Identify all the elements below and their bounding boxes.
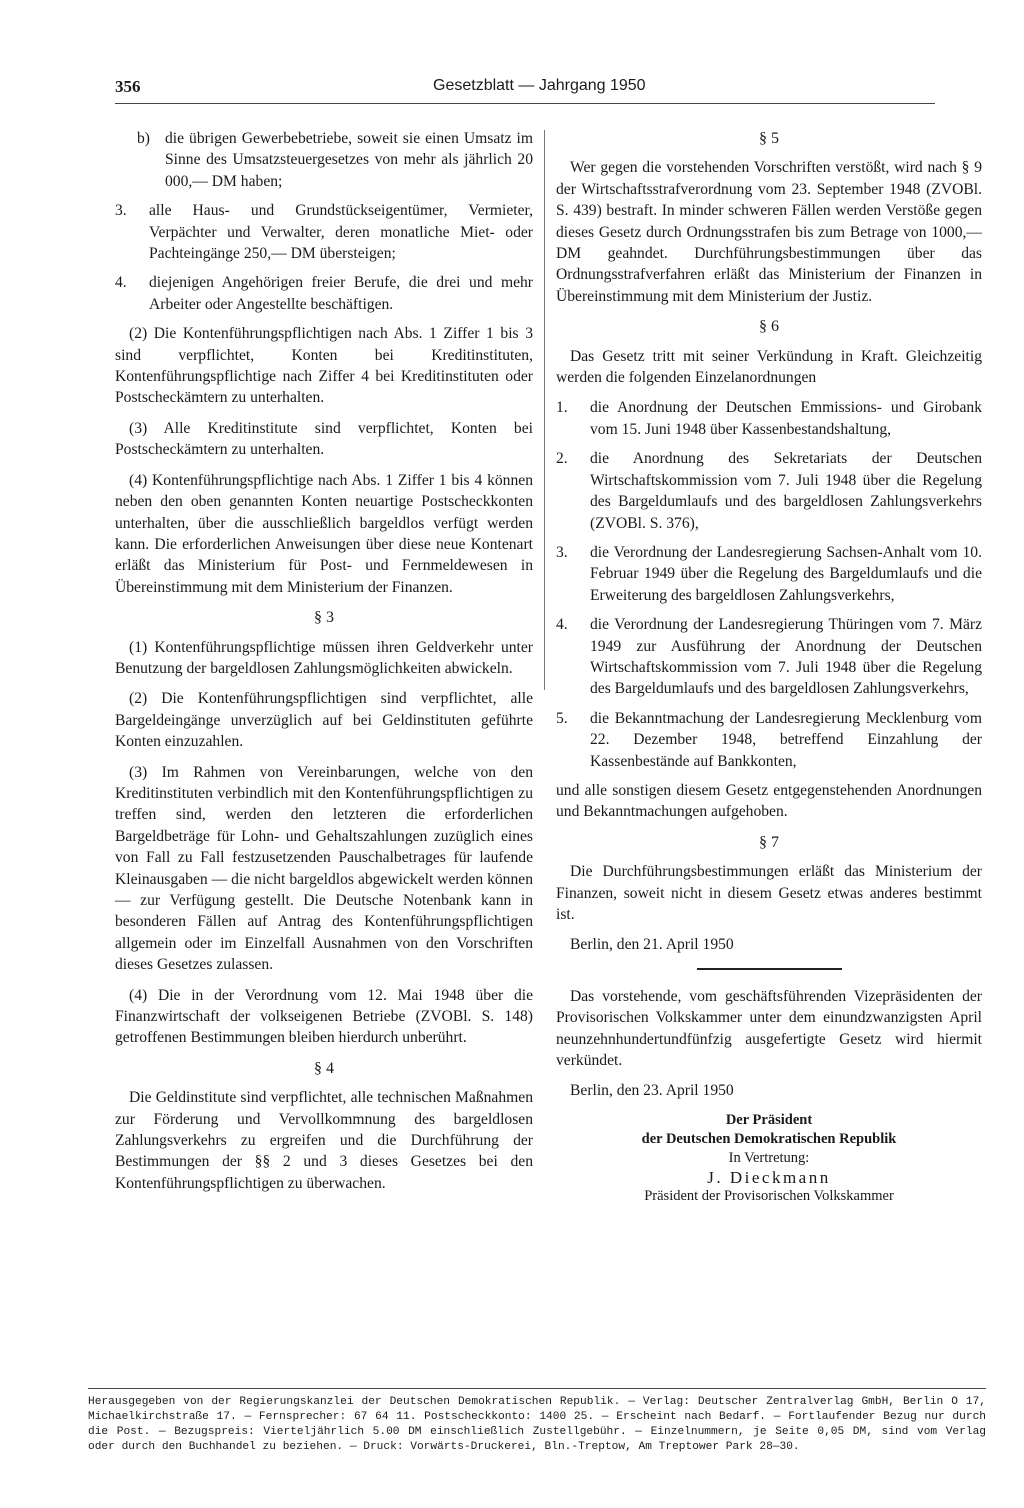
- signature-divider: [697, 968, 842, 970]
- proclamation-text: Das vorstehende, vom geschäftsführenden Vizepräsidenten der Provisorischen Volkskammer unter dem einundzwanzigsten April neunzehnhundertundfünfzig ausgefertigte Gesetz wird hiermit verkündet.: [556, 987, 982, 1070]
- deputy-note: In Vertretung:: [728, 1149, 810, 1166]
- section-6-heading: § 6: [759, 318, 779, 336]
- page-number: 356: [115, 77, 141, 96]
- list-text: die Anordnung der Deutschen Emmissions- und Girobank vom 15. Juni 1948 über Kassenbestandshaltung,: [590, 399, 982, 438]
- list-item: [556, 542, 982, 606]
- list-text: diejenigen Angehörigen freier Berufe, die drei und mehr Arbeiter oder Angestellte beschäftigen.: [149, 274, 533, 313]
- place-date-second: Berlin, den 23. April 1950: [570, 1082, 734, 1100]
- right-column: [556, 128, 982, 1206]
- section-6-outro: und alle sonstigen diesem Gesetz entgegenstehenden Anordnungen und Bekanntmachungen aufgehoben.: [556, 781, 982, 821]
- list-item: [556, 708, 982, 772]
- paragraph-3: (3) Alle Kreditinstitute sind verpflichtet, Konten bei Postscheckämtern zu unterhalten.: [115, 419, 533, 459]
- list-text: die Verordnung der Landesregierung Thüringen vom 7. März 1949 zur Ausführung der Anordnung der Deutschen Wirtschaftskommission vom 7. Juli 1948 über die Regelung des Bargeldumlaufs und des bargeldlosen Zahlungsverkehrs,: [590, 616, 982, 698]
- section-4-heading: § 4: [314, 1059, 334, 1077]
- signatory-title: Der Präsident: [725, 1111, 813, 1128]
- section-3-paragraph-3: (3) Im Rahmen von Vereinbarungen, welche von den Kreditinstituten verbindlich mit den Kontenführungspflichtigen zu treffen sind, werden den letzteren die erforderlichen Bargeldbeträge für Lohn- und Gehaltszahlungen zuzüglich eines von Fall zu Fall festzusetzenden Pauschalbetrages für laufende Kleinausgaben — die nicht bargeldlos abgewickelt werden können — zur Verfügung gestellt. Die Deutsche Notenbank kann in besonderen Fällen auf Antrag des Kontenführungspflichtigen allgemein oder im Einzelfall Ausnahmen von den Vorschriften dieses Gesetzes zulassen.: [115, 763, 533, 974]
- signatory-role: Präsident der Provisorischen Volkskammer: [644, 1187, 894, 1204]
- list-text: die Bekanntmachung der Landesregierung Mecklenburg vom 22. Dezember 1948, betreffend Einzahlung der Kassenbestände auf Bankkonten,: [590, 709, 982, 770]
- signature-block: [556, 1111, 982, 1206]
- signatory-name: J. Dieckmann: [707, 1167, 831, 1187]
- list-label: 3.: [115, 202, 127, 220]
- section-7-heading: § 7: [759, 833, 779, 851]
- publisher-imprint: Herausgegeben von der Regierungskanzlei der Deutschen Demokratischen Republik. — Verlag: Deutscher Zentralverlag GmbH, Berlin O 17, Michaelkirchstraße 17. — Fernsprecher: 67 64 11. Postscheckkonto: 1400 25. — Erscheint nach Bedarf. — Fortlaufender Bezug nur durch die Post. — Bezugspreis: Vierteljährlich 5.00 DM einschließlich Zustellgebühr. — Einzelnummern, je Seite 0,05 DM, sind vom Verlag oder durch den Buchhandel zu beziehen. — Druck: Vorwärts-Druckerei, Bln.-Treptow, Am Treptower Park 28—30.: [88, 1388, 986, 1455]
- list-item-3: [115, 200, 533, 264]
- list-label: 3.: [556, 543, 568, 561]
- place-date-first: Berlin, den 21. April 1950: [570, 936, 734, 954]
- list-label: 4.: [115, 274, 127, 292]
- section-7-paragraph-1: Die Durchführungsbestimmungen erläßt das Ministerium der Finanzen, soweit nicht in diesem Gesetz etwas anderes bestimmt ist.: [556, 863, 982, 923]
- list-label: 4.: [556, 616, 568, 634]
- section-3-paragraph-2: (2) Die Kontenführungspflichtigen sind verpflichtet, alle Bargeldeingänge unverzüglich auf bei Geldinstituten geführte Konten einzuzahlen.: [115, 690, 533, 751]
- left-column: [115, 128, 533, 1203]
- paragraph-4: (4) Kontenführungspflichtige nach Abs. 1 Ziffer 1 bis 4 können neben den oben genannten Konten neuartige Postscheckkonten unterhalten, über die ausschließlich bargeldlos verfügt werden kann. Die erforderlichen Anweisungen über diese neue Kontenart erläßt das Ministerium für Post- und Fernmeldewesen in Übereinstimmung mit dem Ministerium der Finanzen.: [115, 471, 533, 596]
- section-5-heading: § 5: [759, 130, 779, 147]
- paragraph-2: (2) Die Kontenführungspflichtigen nach Abs. 1 Ziffer 1 bis 3 sind verpflichtet, Konten bei Kreditinstituten, Kontenführungspflichtige nach Ziffer 4 bei Kreditinstituten oder Postscheckämtern zu unterhalten.: [115, 325, 533, 407]
- list-item-b: [115, 128, 533, 192]
- page-header: [115, 75, 935, 104]
- section-6-intro: Das Gesetz tritt mit seiner Verkündung in Kraft. Gleichzeitig werden die folgenden Einzelanordnungen: [556, 347, 982, 387]
- section-4-paragraph-1: Die Geldinstitute sind verpflichtet, alle technischen Maßnahmen zur Förderung und Vervollkommnung des bargeldlosen Zahlungsverkehrs zu ergreifen und die Durchführung der Bestimmungen der §§ 2 und 3 dieses Gesetzes bei den Kontenführungspflichtigen zu überwachen.: [115, 1089, 533, 1192]
- section-3-paragraph-1: (1) Kontenführungspflichtige müssen ihren Geldverkehr unter Benutzung der bargeldlosen Zahlungsmöglichkeiten abwickeln.: [115, 638, 533, 677]
- section-3-paragraph-4: (4) Die in der Verordnung vom 12. Mai 1948 über die Finanzwirtschaft der volkseigenen Betriebe (ZVOBl. S. 148) getroffenen Bestimmungen bleiben hierdurch unberührt.: [115, 986, 533, 1047]
- list-label: 2.: [556, 450, 568, 468]
- column-divider: [544, 130, 545, 690]
- journal-title: Gesetzblatt — Jahrgang 1950: [433, 77, 646, 94]
- list-item: [556, 614, 982, 700]
- list-text: die Verordnung der Landesregierung Sachsen-Anhalt vom 10. Februar 1949 über die Regelung des Bargeldumlaufs und die Erweiterung des bargeldlosen Zahlungsverkehrs,: [590, 543, 982, 604]
- list-item: [556, 448, 982, 534]
- signatory-office: der Deutschen Demokratischen Republik: [641, 1130, 897, 1147]
- list-item-4: [115, 272, 533, 315]
- list-label: 5.: [556, 709, 568, 727]
- list-label: 1.: [556, 399, 568, 417]
- list-label: b): [137, 130, 150, 147]
- list-item: [556, 397, 982, 440]
- section-5-paragraph-1: Wer gegen die vorstehenden Vorschriften verstößt, wird nach § 9 der Wirtschaftsstrafverordnung vom 23. September 1948 (ZVOBl. S. 439) bestraft. In minder schweren Fällen werden Verstöße gegen dieses Gesetz durch Ordnungsstrafen bis zum Betrage von 1000,— DM geahndet. Durchführungsbestimmungen über das Ordnungsstrafverfahren erläßt das Ministerium der Finanzen in Übereinstimmung mit dem Ministerium der Justiz.: [556, 159, 982, 305]
- section-3-heading: § 3: [314, 609, 334, 627]
- list-text: die Anordnung des Sekretariats der Deutschen Wirtschaftskommission vom 7. Juli 1948 über die Regelung des Bargeldumlaufs und des bargeldlosen Zahlungsverkehrs (ZVOBl. S. 376),: [590, 450, 982, 532]
- list-text: die übrigen Gewerbebetriebe, soweit sie einen Umsatz im Sinne des Umsatzsteuergesetzes von mehr als jährlich 20 000,— DM haben;: [165, 130, 533, 190]
- list-text: alle Haus- und Grundstückseigentümer, Vermieter, Verpächter und Verwalter, deren monatliche Miet- oder Pachteingänge 250,— DM übersteigen;: [149, 202, 533, 263]
